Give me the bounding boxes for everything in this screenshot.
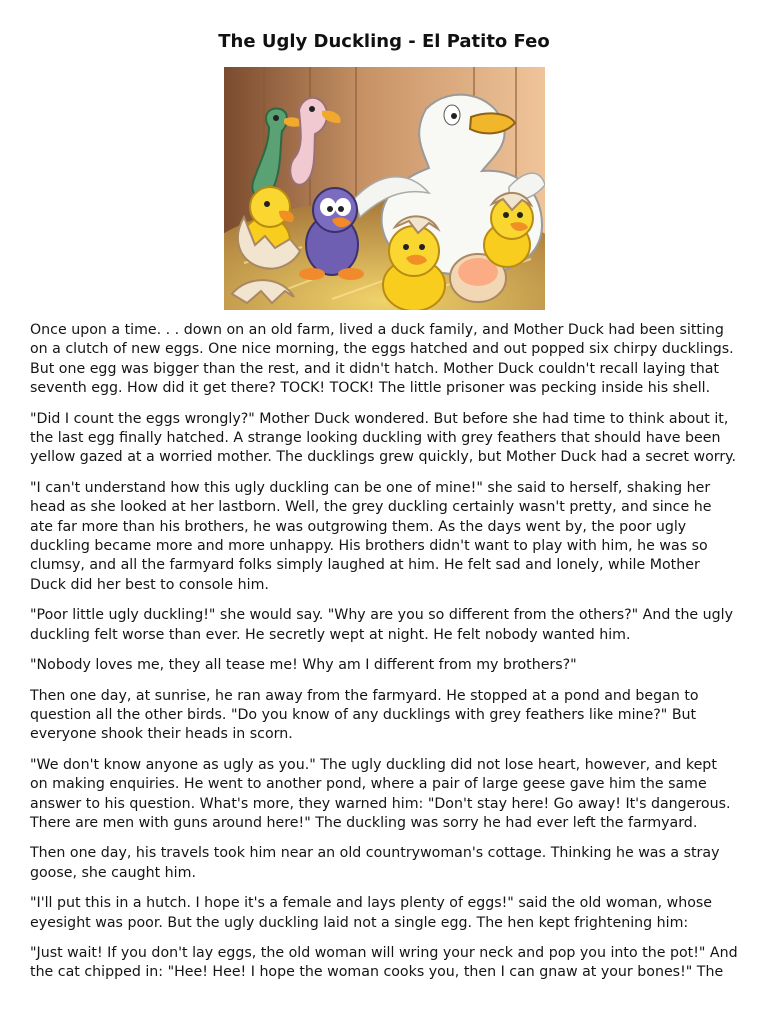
duck-family-illustration bbox=[224, 67, 545, 310]
story-paragraph: "Did I count the eggs wrongly?" Mother Duck wondered. But before she had time to think about it, the last egg finally hatched. A strange looking duckling with grey feathers that should have been yellow gazed at a worried mother. The ducklings grew quickly, but Mother Duck had a secret worry. bbox=[30, 410, 737, 466]
duckling-right bbox=[484, 193, 533, 267]
story-paragraph: "Just wait! If you don't lay eggs, the old woman will wring your neck and pop you into the pot!" And the cat chipped in: "Hee! Hee! I hope the woman cooks you, then I can gnaw at your bones!" The bbox=[30, 944, 738, 981]
story-paragraph: Then one day, at sunrise, he ran away from the farmyard. He stopped at a pond and began to question all the other birds. "Do you know of any ducklings with grey feathers like mine?" But everyone shook their heads in scorn. bbox=[30, 687, 699, 743]
duck-family-icon bbox=[224, 67, 545, 310]
story-paragraph: "I can't understand how this ugly duckling can be one of mine!" she said to herself, shaking her head as she looked at her lastborn. Well, the grey duckling certainly wasn't pretty, and since he ate far more than his brothers, he was outgrowing them. As the days went by, the poor ugly duckling became more and more unhappy. His brothers didn't want to play with him, he was so clumsy, and all the farmyard folks simply laughed at him. He felt sad and lonely, while Mother Duck did her best to console him. bbox=[30, 479, 712, 593]
story-text bbox=[30, 321, 738, 994]
story-paragraph: Then one day, his travels took him near an old countrywoman's cottage. Thinking he was a stray goose, she caught him. bbox=[30, 845, 720, 881]
story-paragraph: "Poor little ugly duckling!" she would say. "Why are you so different from the others?" And the ugly duckling felt worse than ever. He secretly wept at night. He felt nobody wanted him. bbox=[30, 607, 734, 643]
story-title: The Ugly Duckling - El Patito Feo bbox=[218, 31, 550, 52]
story-paragraph: "We don't know anyone as ugly as you." The ugly duckling did not lose heart, however, and kept on making enquiries. He went to another pond, where a pair of large geese gave him the same answer to his question. What's more, they warned him: "Don't stay here! Go away! It's dangerous. There are men with guns around here!" The duckling was sorry he had ever left the farmyard. bbox=[30, 756, 731, 831]
story-paragraph: "I'll put this in a hutch. I hope it's a female and lays plenty of eggs!" said the old woman, whose eyesight was poor. But the ugly duckling laid not a single egg. The hen kept frightening him: bbox=[30, 895, 713, 931]
story-paragraph: "Nobody loves me, they all tease me! Why am I different from my brothers?" bbox=[30, 657, 577, 674]
story-paragraph: Once upon a time. . . down on an old farm, lived a duck family, and Mother Duck had been sitting on a clutch of new eggs. One nice morning, the eggs hatched and out popped six chirpy ducklings. But one egg was bigger than the rest, and it didn't hatch. Mother Duck couldn't recall laying that seventh egg. How did it get there? TOCK! TOCK! The little prisoner was pecking inside his shell. bbox=[30, 322, 734, 397]
